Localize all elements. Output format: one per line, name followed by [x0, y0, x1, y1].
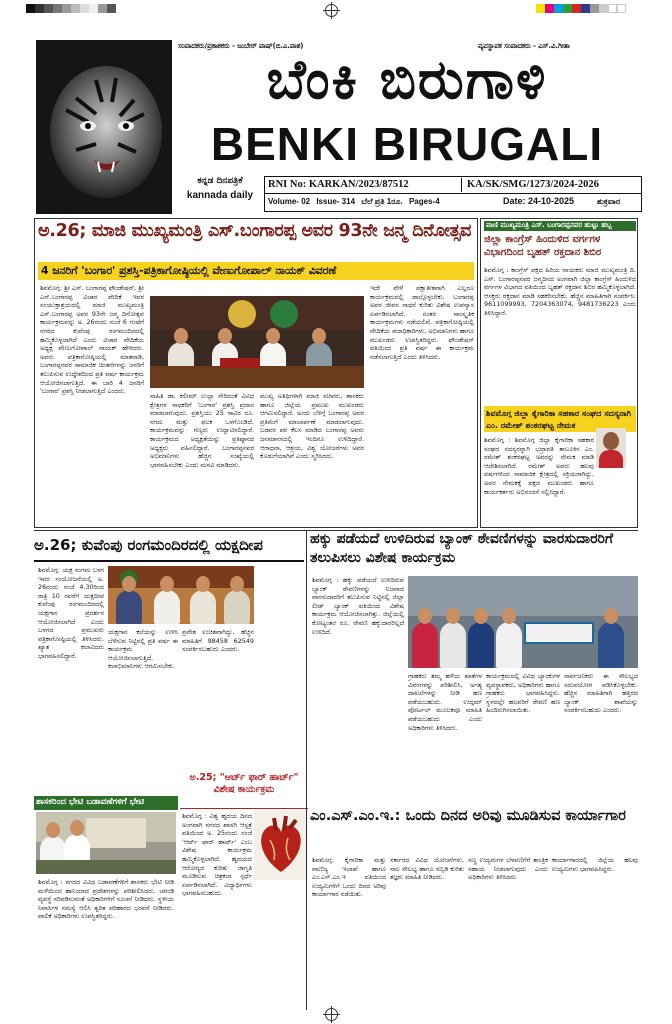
side-story-kicker: ವಾಣಿ ಮುಖ್ಯಮಂತ್ರಿ ಎಸ್. ಬಂಗಾರಪ್ಪನವರ ಹುಟ್ಟು ಹಬ್ಬ — [484, 221, 636, 231]
ramesh-portrait — [596, 428, 626, 468]
msme-column-1: ಶಿವಮೊಗ್ಗ: ಕೈಗಾರಿಕಾ ಮತ್ತು ವಾಣಿಜ್ಯ ಇಲಾಖೆ ಹಾಗೂ ಎಂ.ಎಸ್.ಎಂ.ಇ ವತಿಯಿಂದ ಉದ್ಯಮಿಗಳಿಗೆ ಒಂದು ದಿನದ ಅರಿವು ಕಾರ್ಯಾಗಾರ ನಡೆಯಿತು. — [312, 856, 386, 899]
printer-grayscale-strip — [26, 4, 116, 13]
registration-number: KA/SK/SMG/1273/2024-2026 — [467, 179, 599, 190]
lead-story-column-2: ಸಾಹಿತಿ ಡಾ. ಕಲೀಮ್ ಉಲ್ಲಾ ಸೇರಿದಂತೆ ವಿವಿಧ ಕ್ಷೇತ್ರಗಳ ಸಾಧಕರಿಗೆ 'ಬಂಗಾರ' ಪ್ರಶಸ್ತಿ ಪ್ರದಾನ ಮಾಡಲಾಗುವುದು. ಪ್ರಶಸ್ತಿಯು 25 ಸಾವಿರ ರೂ. ನಗದು ಮತ್ತು ಫಲಕ ಒಳಗೊಂಡಿದೆ. ಕಾರ್ಯಕ್ರಮವನ್ನು ಗಣ್ಯರು ಉದ್ಘಾಟಿಸಲಿದ್ದಾರೆ. ಕಾರ್ಯಕ್ರಮದ ಅಧ್ಯಕ್ಷತೆಯನ್ನು ಪ್ರತಿಷ್ಠಾನದ ಅಧ್ಯಕ್ಷರು ವಹಿಸಲಿದ್ದಾರೆ. ಬಂಗಾರಪ್ಪನವರ ಅಭಿಮಾನಿಗಳು ಹೆಚ್ಚಿನ ಸಂಖ್ಯೆಯಲ್ಲಿ ಭಾಗವಹಿಸಬೇಕು ಎಂದು ಮನವಿ ಮಾಡಿದರು. — [150, 392, 254, 469]
registration-mark-top — [325, 4, 338, 17]
lead-headline: ಅ.26; ಮಾಜಿ ಮುಖ್ಯಮಂತ್ರಿ ಎಸ್.ಬಂಗಾರಪ್ಪ ಅವರ 93ನೇ ಜನ್ಮ ದಿನೋತ್ಸವ — [38, 222, 472, 241]
bank-column-3: ಕಾರ್ಯಕ್ರಮದಲ್ಲಿ ವಿವಿಧ ಬ್ಯಾಂಕುಗಳ ವ್ಯವಸ್ಥಾಪಕರು, ಅಧಿಕಾರಿಗಳು ಹಾಗೂ ಗ್ರಾಹಕರು ಭಾಗವಹಿಸಿದ್ದರು. ಸ್ಥಳದಲ್ಲೇ ಹಲವರಿಗೆ ಠೇವಣಿ ಹಣ ಹಿಂದಿರುಗಿಸಲಾಯಿತು. — [486, 672, 560, 715]
bank-column-4: ಸಾರ್ವಜನಿಕರು ಈ ಸೌಲಭ್ಯದ ಸದುಪಯೋಗ ಪಡಿಸಿಕೊಳ್ಳಬೇಕು. ಹೆಚ್ಚಿನ ಮಾಹಿತಿಗಾಗಿ ಹತ್ತಿರದ ಬ್ಯಾಂಕ್ ಶಾಖೆಯನ್ನು ಸಂಪರ್ಕಿಸಬಹುದು ಎಂದರು. — [564, 672, 638, 715]
issue-info-box — [264, 176, 642, 212]
shasaka-photo — [36, 812, 176, 874]
bank-column-1: ಶಿವಮೊಗ್ಗ : ಹಕ್ಕು ಪಡೆಯದೆ ಉಳಿದಿರುವ ಬ್ಯಾಂಕ್ ಠೇವಣಿಗಳನ್ನು ನಿಜವಾದ ವಾರಸುದಾರರಿಗೆ ತಲುಪಿಸುವ ನಿಟ್ಟಿನಲ್ಲಿ ಜಿಲ್ಲಾ ಲೀಡ್ ಬ್ಯಾಂಕ್ ವತಿಯಿಂದ ವಿಶೇಷ ಕಾರ್ಯಕ್ರಮ ಆಯೋಜಿಸಲಾಗಿತ್ತು. ಜಿಲ್ಲೆಯಲ್ಲಿ ಕೋಟ್ಯಂತರ ರೂ. ಠೇವಣಿ ಹಕ್ಕುದಾರರಿಲ್ಲದೆ ಉಳಿದಿದೆ. — [312, 576, 404, 636]
yakshadeepa-column-2: ಯಕ್ಷಗಾನ ಕಲೆಯನ್ನು ಉಳಿಸಿ ಬೆಳೆಸುವ ನಿಟ್ಟಿನಲ್ಲಿ ಪ್ರತಿ ವರ್ಷ ಈ ಕಾರ್ಯಕ್ರಮ ಆಯೋಜಿಸಲಾಗುತ್ತಿದೆ. ಕಲಾಭಿಮಾನಿಗಳು ಆಗಮಿಸಬೇಕು. — [108, 628, 178, 671]
side-story-body: ಶಿವಮೊಗ್ಗ : ಕಾಂಗ್ರೆಸ್ ಪಕ್ಷದ ಹಿರಿಯ ನಾಯಕರು ಮಾಜಿ ಮುಖ್ಯಮಂತ್ರಿ ದಿ. ಎಸ್. ಬಂಗಾರಪ್ಪನವರ ಜನ್ಮದಿನದ ಅಂಗವಾಗಿ ಜಿಲ್ಲಾ ಕಾಂಗ್ರೆಸ್ ಹಿಂದುಳಿದ ವರ್ಗಗಳ ವಿಭಾಗದ ವತಿಯಿಂದ ಬೃಹತ್ ರಕ್ತದಾನ ಶಿಬಿರ ಹಮ್ಮಿಕೊಳ್ಳಲಾಗಿದೆ. ಆಸಕ್ತರು ರಕ್ತದಾನ ಮಾಡಿ ಸಹಕರಿಸಬೇಕು. ಹೆಚ್ಚಿನ ಮಾಹಿತಿಗಾಗಿ ಸಂಪರ್ಕಿಸಿ: 9611099993, 7204363074, 9481736223 ಎಂದು ತಿಳಿಸಿದ್ದಾರೆ. — [484, 266, 636, 317]
bank-column-2: ಗ್ರಾಹಕರು ತಮ್ಮ ಹಳೆಯ ಖಾತೆಗಳ ವಿವರಗಳನ್ನು ಪರಿಶೀಲಿಸಿ, ಅಗತ್ಯ ದಾಖಲೆಗಳನ್ನು ನೀಡಿ ಹಣ ಪಡೆಯಬಹುದು. ಉದ್ಗಮ್ ಪೋರ್ಟಲ್ ಮೂಲಕವೂ ಮಾಹಿತಿ ಪಡೆಯಬಹುದು ಎಂದು ಅಧಿಕಾರಿಗಳು ತಿಳಿಸಿದರು. — [408, 672, 482, 732]
lead-subheadline: 4 ಜನರಿಗೆ 'ಬಂಗಾರ' ಪ್ರಶಸ್ತಿ-ಪತ್ರಿಕಾಗೋಷ್ಠಿಯಲ್ಲಿ ವೇಣುಗೋಪಾಲ್ ನಾಯಕ್ ವಿವರಣೆ — [38, 262, 474, 280]
heart-body: ಶಿವಮೊಗ್ಗ : ವಿಶ್ವ ಹೃದಯ ದಿನದ ಅಂಗವಾಗಿ ನಗರದ ಖಾಸಗಿ ಆಸ್ಪತ್ರೆ ವತಿಯಿಂದ ಅ. 25ರಂದು ಸಂಜೆ 'ಆರ್ಟ್ ಫಾರ್ ಹಾರ್ಟ್' ಎಂಬ ವಿಶೇಷ ಕಾರ್ಯಕ್ರಮ ಹಮ್ಮಿಕೊಳ್ಳಲಾಗಿದೆ. ಹೃದಯದ ಆರೋಗ್ಯದ ಕುರಿತು ಜಾಗೃತಿ ಮೂಡಿಸುವ ಚಿತ್ರಕಲಾ ಸ್ಪರ್ಧೆ ಏರ್ಪಡಿಸಲಾಗಿದೆ. ವಿದ್ಯಾರ್ಥಿಗಳು ಭಾಗವಹಿಸಬಹುದು. — [182, 812, 252, 898]
column-divider — [306, 530, 307, 1010]
yakshadeepa-continuation — [258, 566, 304, 796]
daily-english-label: kannada daily — [186, 190, 254, 201]
shasaka-headline: ಶಾಸಕರಿಂದ ಭೇಟಿ ಬಡಾವಣೆಗಳಿಗೆ ಭೇಟಿ — [34, 796, 178, 810]
rni-number: RNI No: KARKAN/2023/87512 — [268, 179, 409, 190]
masthead-title-english: BENKI BIRUGALI — [210, 120, 604, 170]
msme-column-2: ಸರ್ಕಾರದ ವಿವಿಧ ಯೋಜನೆಗಳು, ಸಾಲ ಸೌಲಭ್ಯ ಹಾಗೂ ಸಬ್ಸಿಡಿ ಕುರಿತು ತಜ್ಞರು ಮಾಹಿತಿ ನೀಡಿದರು. — [390, 856, 464, 882]
msme-headline: ಎಂ.ಎಸ್.ಎಂ.ಇ.: ಒಂದು ದಿನದ ಅರಿವು ಮೂಡಿಸುವ ಕಾರ್ಯಾಗಾರ — [310, 808, 626, 824]
issue: Issue- 314 — [316, 197, 356, 206]
masthead-title-kannada: ಬೆಂಕಿ ಬಿರುಗಾಳಿ — [266, 52, 548, 111]
yakshadeepa-column-3: ಪ್ರವೇಶ ಉಚಿತವಾಗಿದ್ದು, ಹೆಚ್ಚಿನ ಮಾಹಿತಿಗೆ 98458 62549 ಸಂಪರ್ಕಿಸಬಹುದು ಎಂದರು. — [182, 628, 254, 654]
yakshadeepa-column-1: ಶಿವಮೊಗ್ಗ: ಯಕ್ಷ ಸಂಗಮ ಬಳಗ ಇವರ ಸಂಯೋಜನೆಯಲ್ಲಿ ಅ. 26ರಂದು ಸಂಜೆ 4.30ರಿಂದ ರಾತ್ರಿ 10 ರವರೆಗೆ ಯಕ್ಷದೀಪ ಕುವೆಂಪು ರಂಗಮಂದಿರದಲ್ಲಿ ಯಕ್ಷಗಾನ ಪ್ರದರ್ಶನ ಆಯೋಜಿಸಲಾಗಿದೆ ಎಂದು ಬಳಗದ ಪ್ರಮುಖರು ಪತ್ರಿಕಾಗೋಷ್ಠಿಯಲ್ಲಿ ತಿಳಿಸಿದರು. ಖ್ಯಾತ ಕಲಾವಿದರು ಭಾಗವಹಿಸಲಿದ್ದಾರೆ. — [38, 566, 104, 660]
msme-column-4: ಕಾರ್ಯಾಗಾರದಲ್ಲಿ ಜಿಲ್ಲೆಯ ಹಲವು ಉದ್ಯಮಿಗಳು ಭಾಗವಹಿಸಿದ್ದರು. — [552, 856, 638, 873]
msme-column-3: ಸಣ್ಣ ಉದ್ಯಮಗಳ ಬೆಳವಣಿಗೆಗೆ ತಾಂತ್ರಿಕ ಸಹಾಯ ನೀಡಲಾಗುವುದು ಎಂದು ಅಧಿಕಾರಿಗಳು ತಿಳಿಸಿದರು. — [468, 856, 548, 882]
press-meet-photo — [150, 296, 364, 388]
heart-illustration — [254, 810, 308, 880]
section-divider — [34, 530, 638, 531]
lead-story-column-3: ಮುಖ್ಯ ಅತಿಥಿಗಳಾಗಿ ಮಾಜಿ ಸಚಿವರು, ಶಾಸಕರು ಹಾಗೂ ಜಿಲ್ಲೆಯ ಪ್ರಮುಖ ಮುಖಂಡರು ಆಗಮಿಸಲಿದ್ದಾರೆ. ಅಂದು ಬೆಳಿಗ್ಗೆ ಬಂಗಾರಪ್ಪ ಅವರ ಪ್ರತಿಮೆಗೆ ಮಾಲಾರ್ಪಣೆ ಮಾಡಲಾಗುವುದು. ಬಡವರ ಪರ ಕೆಲಸ ಮಾಡಿದ ಬಂಗಾರಪ್ಪ ಅವರು ಜನಮಾನಸದಲ್ಲಿ ಇಂದಿಗೂ ಉಳಿದಿದ್ದಾರೆ. ಆರಾಧನಾ, ಆಶ್ರಯ, ವಿಶ್ವ ಯೋಜನೆಗಳು ಅವರ ಕೊಡುಗೆಯಾಗಿವೆ ಎಂದು ಸ್ಮರಿಸಿದರು. — [260, 392, 364, 461]
bank-event-photo — [408, 576, 638, 668]
volume: Volume- 02 — [268, 197, 311, 206]
side-story-headline: ಜಿಲ್ಲಾ ಕಾಂಗ್ರೆಸ್ ಹಿಂದುಳಿದ ವರ್ಗಗಳ ವಿಭಾಗದಿಂದ ಬೃಹತ್ ರಕ್ತದಾನ ಶಿಬಿರ — [484, 234, 602, 258]
yakshadeepa-photo — [108, 566, 254, 624]
notice-headline: ಶಿವಮೊಗ್ಗ ಜಿಲ್ಲಾ ಕೈಗಾರಿಕಾ ಸಹಕಾರ ಸಂಘದ ಸದಸ್ಯರಾಗಿ ಎಂ. ರಮೇಶ್ ಶಂಕರಘಟ್ಟ ನೇಮಕ — [484, 406, 636, 432]
lead-story-column-4: ಇದೇ ವೇಳೆ ಪಕ್ಷಾತೀತವಾಗಿ ಎಲ್ಲರೂ ಕಾರ್ಯಕ್ರಮದಲ್ಲಿ ಪಾಲ್ಗೊಳ್ಳಬೇಕು. ಬಂಗಾರಪ್ಪ ಅವರ ಜೀವನ ಸಾಧನೆ ಕುರಿತು ವಿಶೇಷ ಉಪನ್ಯಾಸ ಏರ್ಪಡಿಸಲಾಗಿದೆ. ನಂತರ ಸಾಂಸ್ಕೃತಿಕ ಕಾರ್ಯಕ್ರಮಗಳು ನಡೆಯಲಿವೆ. ಪತ್ರಿಕಾಗೋಷ್ಠಿಯಲ್ಲಿ ವೇದಿಕೆಯ ಪದಾಧಿಕಾರಿಗಳು, ಅಭಿಮಾನಿಗಳು ಹಾಗೂ ಮುಖಂಡರು ಉಪಸ್ಥಿತರಿದ್ದರು. ಫೌಂಡೇಷನ್ ವತಿಯಿಂದ ಪ್ರತಿ ವರ್ಷ ಈ ಕಾರ್ಯಕ್ರಮ ನಡೆಸಲಾಗುತ್ತಿದೆ ಎಂದು ತಿಳಿಸಿದರು. — [370, 284, 474, 361]
bank-headline: ಹಕ್ಕು ಪಡೆಯದೆ ಉಳಿದಿರುವ ಬ್ಯಾಂಕ್ ಠೇವಣಿಗಳನ್ನು ವಾರಸುದಾರರಿಗೆ ತಲುಪಿಸಲು ವಿಶೇಷ ಕಾರ್ಯಕ್ರಮ — [310, 531, 614, 566]
yakshadeepa-headline: ಅ.26; ಕುವೆಂಪು ರಂಗಮಂದಿರದಲ್ಲಿ ಯಕ್ಷದೀಪ — [34, 538, 263, 554]
weekday: ಶುಕ್ರವಾರ — [597, 197, 621, 206]
issue-date: Date: 24-10-2025 — [503, 196, 575, 206]
shasaka-body: ಶಿವಮೊಗ್ಗ : ನಗರದ ವಿವಿಧ ಬಡಾವಣೆಗಳಿಗೆ ಶಾಸಕರು ಭೇಟಿ ನೀಡಿ ಮಳೆಯಿಂದ ಹಾನಿಯಾದ ಪ್ರದೇಶಗಳನ್ನು ಪರಿಶೀಲಿಸಿದರು. ಚರಂಡಿ ವ್ಯವಸ್ಥೆ ಸರಿಪಡಿಸುವಂತೆ ಅಧಿಕಾರಿಗಳಿಗೆ ಸೂಚನೆ ನೀಡಿದರು. ಸ್ಥಳೀಯ ನಿವಾಸಿಗಳ ಸಮಸ್ಯೆ ಆಲಿಸಿ ತ್ವರಿತ ಪರಿಹಾರದ ಭರವಸೆ ನೀಡಿದರು. ಪಾಲಿಕೆ ಅಧಿಕಾರಿಗಳು ಉಪಸ್ಥಿತರಿದ್ದರು. — [38, 878, 174, 921]
printer-color-strip — [536, 4, 626, 13]
manager-line: ವ್ಯವಸ್ಥಾಪಕ ಸಂಪಾದಕರು - ಎಸ್.ವಿ.ಗೀತಾ — [478, 42, 570, 50]
notice-body: ಶಿವಮೊಗ್ಗ : ಶಿವಮೊಗ್ಗ ಜಿಲ್ಲಾ ಕೈಗಾರಿಕಾ ಸಹಕಾರ ಸಂಘದ ಸದಸ್ಯರನ್ನಾಗಿ ಭದ್ರಾವತಿ ತಾಲೂಕಿನ ಎಂ. ರಮೇಶ್ ಶಂಕರಘಟ್ಟ ಅವರನ್ನು ನೇಮಕ ಮಾಡಿ ಆದೇಶಿಸಲಾಗಿದೆ. ರಮೇಶ್ ಅವರು ಹಲವು ವರ್ಷಗಳಿಂದ ಸಾಮಾಜಿಕ ಕ್ಷೇತ್ರದಲ್ಲಿ ಸಕ್ರಿಯರಾಗಿದ್ದು, ಅವರ ನೇಮಕಕ್ಕೆ ಪಕ್ಷದ ಮುಖಂಡರು ಹಾಗೂ ಕಾರ್ಯಕರ್ತರು ಅಭಿನಂದನೆ ಸಲ್ಲಿಸಿದ್ದಾರೆ. — [484, 436, 594, 496]
daily-kannada-label: ಕನ್ನಡ ದಿನಪತ್ರಿಕೆ — [197, 176, 243, 186]
volume-issue-line — [268, 197, 444, 207]
tiger-logo-image — [36, 40, 172, 214]
lead-story-column-1: ಶಿವಮೊಗ್ಗ: ಶ್ರೀ ಎಸ್. ಬಂಗಾರಪ್ಪ ಫೌಂಡೇಷನ್, ಶ್ರೀ ಎಸ್.ಬಂಗಾರಪ್ಪ ವಿಚಾರ ವೇದಿಕೆ ಇವರ ಸಂಯುಕ್ತಾಶ್ರಯದಲ್ಲಿ ಮಾಜಿ ಮುಖ್ಯಮಂತ್ರಿ ಎಸ್.ಬಂಗಾರಪ್ಪ ಅವರ 93ನೇ ಜನ್ಮ ದಿನೋತ್ಸವ ಕಾರ್ಯಕ್ರಮವನ್ನು ಅ. 26ರಂದು ಸಂಜೆ 6 ಗಂಟೆಗೆ ನಗರದ ಕುವೆಂಪು ರಂಗಮಂದಿರದಲ್ಲಿ ಹಮ್ಮಿಕೊಳ್ಳಲಾಗಿದೆ ಎಂದು ವಿಚಾರ ವೇದಿಕೆಯ ಅಧ್ಯಕ್ಷ ವೇಣುಗೋಪಾಲ್ ನಾಯಕ್ ಹೇಳಿದರು. ಅವರು ಪತ್ರಿಕಾಗೋಷ್ಠಿಯಲ್ಲಿ ಮಾತನಾಡಿ, ಬಂಗಾರಪ್ಪನವರ ಸಾಮಾಜಿಕ ಚಿಂತನೆಗಳನ್ನು ಜನರಿಗೆ ತಲುಪಿಸುವ ಉದ್ದೇಶದಿಂದ ಪ್ರತಿ ವರ್ಷ ಕಾರ್ಯಕ್ರಮ ಆಯೋಜಿಸಲಾಗುತ್ತಿದೆ. ಈ ಬಾರಿ 4 ಜನರಿಗೆ 'ಬಂಗಾರ' ಪ್ರಶಸ್ತಿ ನೀಡಲಾಗುತ್ತಿದೆ ಎಂದರು. — [40, 284, 144, 396]
editor-line: ಸಂಪಾದಕರು/ಪ್ರಕಾಶಕರು - ಜುಬೇರ್ ಪಾಷ್(ಬಿ.ಎ.ಪಾಶ) — [178, 42, 304, 50]
price: ಬೆಲೆ ಪ್ರತಿ 1ರೂ. — [361, 197, 403, 206]
pages: Pages-4 — [408, 197, 440, 206]
heart-headline: ಅ.25; "ಆರ್ಟ್ ಫಾರ್ ಹಾರ್ಟ್" ವಿಶೇಷ ಕಾರ್ಯಕ್ರಮ — [189, 772, 299, 795]
